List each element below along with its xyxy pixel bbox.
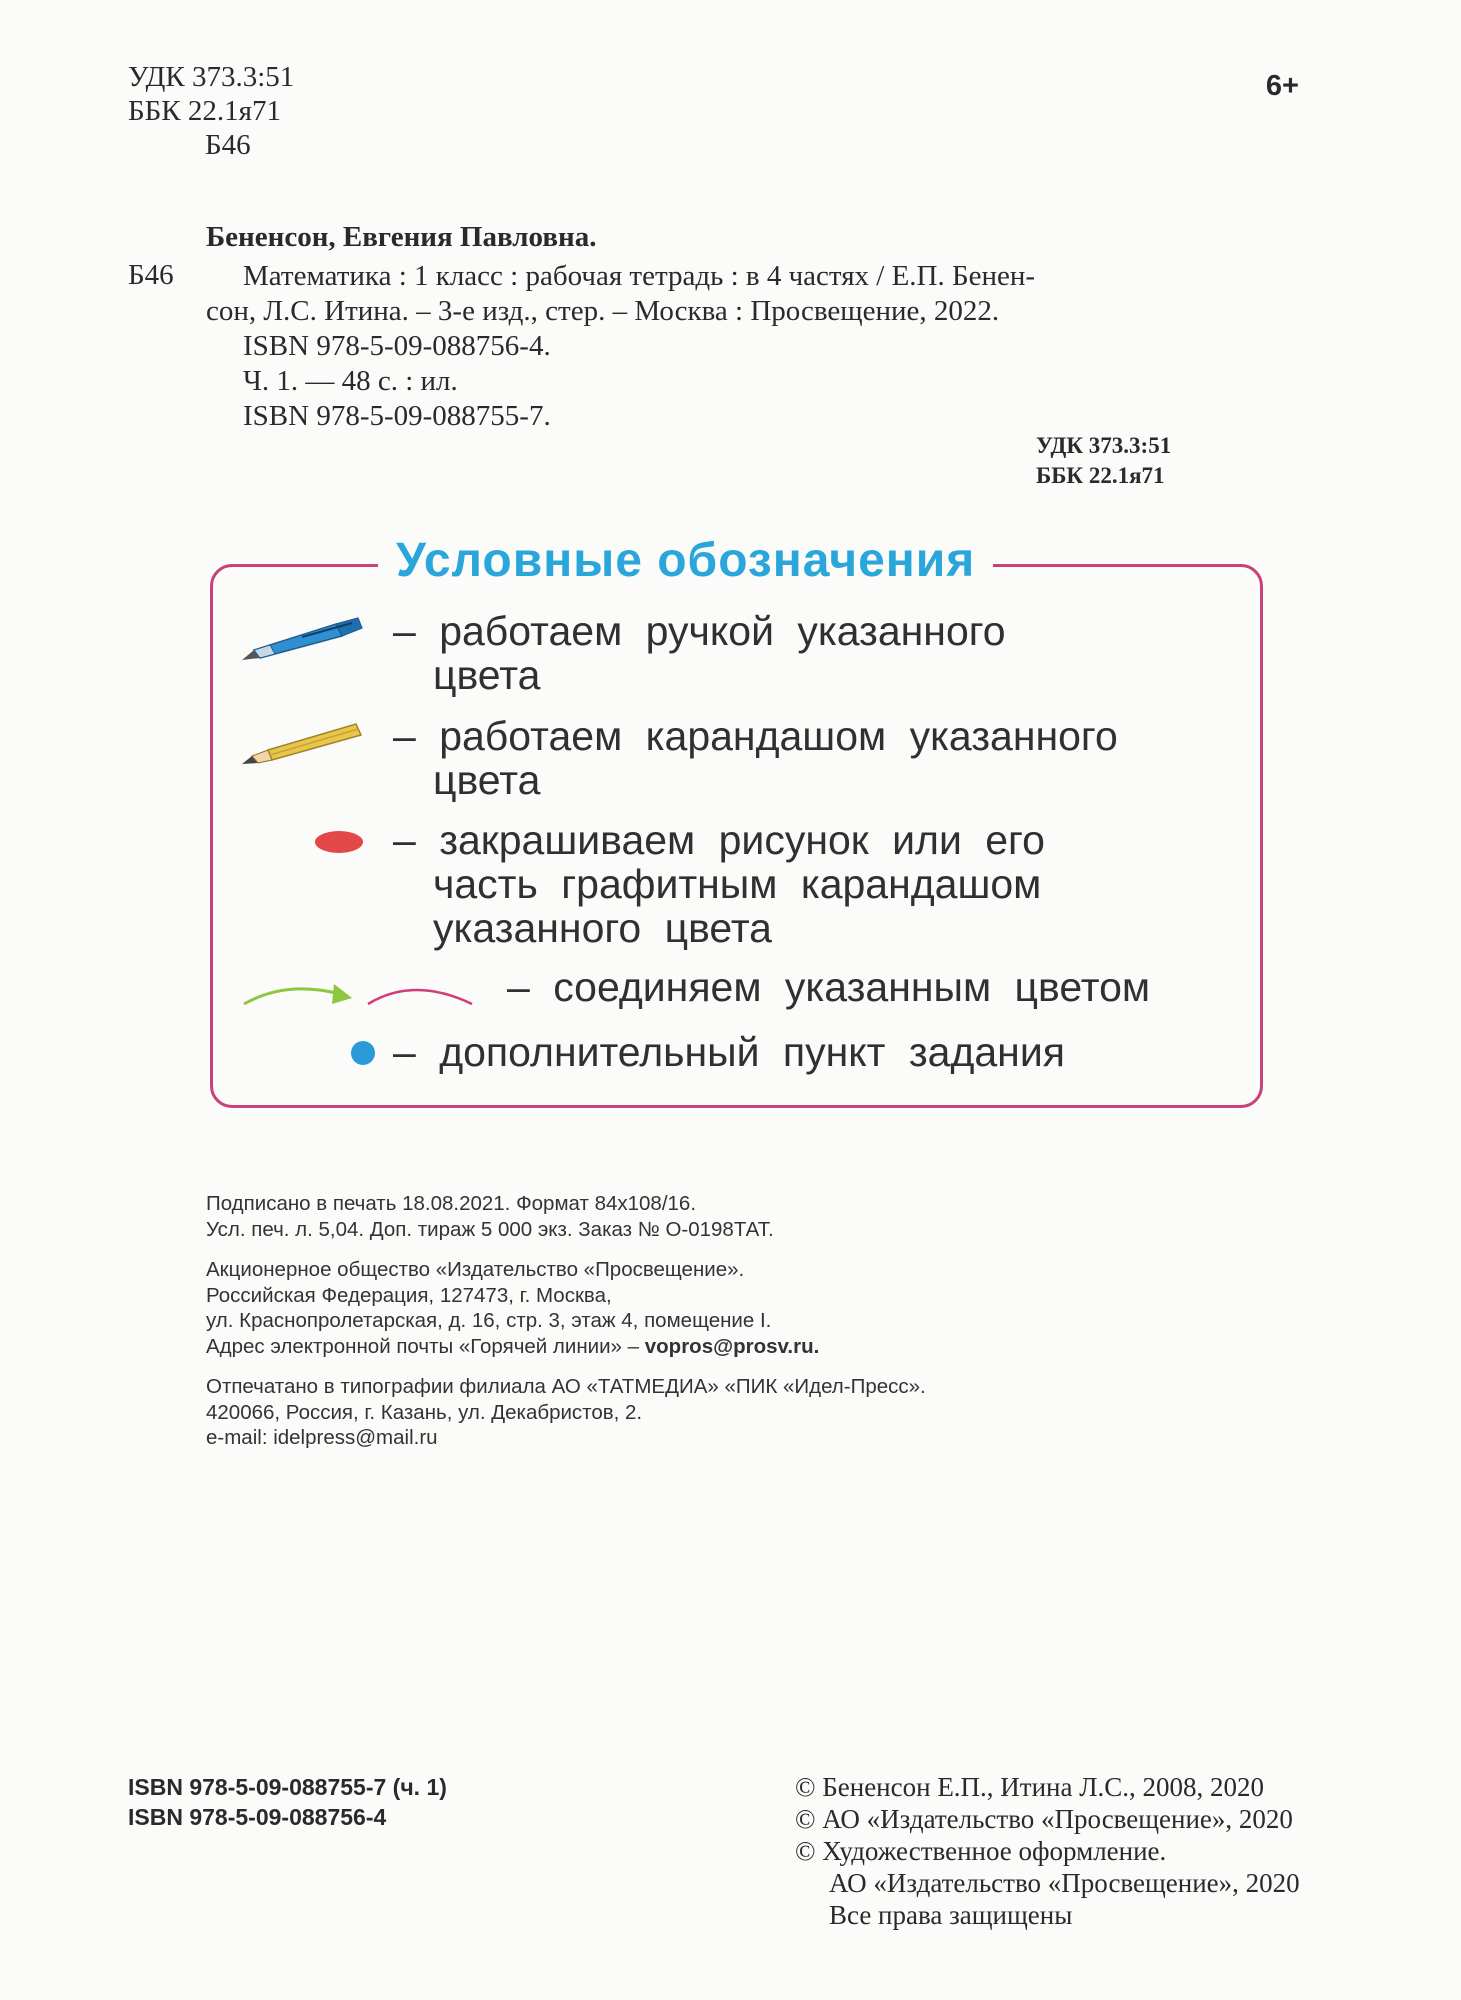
- legend-item-pen: [393, 609, 1006, 697]
- catalog-description: [206, 259, 1036, 434]
- printer-info: [206, 1374, 926, 1451]
- isbn-line: ISBN 978-5-09-088755-7 (ч. 1): [128, 1774, 447, 1800]
- catalog-udk: УДК 373.3:51: [1036, 433, 1172, 458]
- catalog-line: сон, Л.С. Итина. – 3-е изд., стер. – Москва : Просвещение, 2022.: [206, 295, 1000, 327]
- legend-item-pencil: [393, 714, 1118, 802]
- copyright-line: © Бененсон Е.П., Итина Л.С., 2008, 2020: [795, 1772, 1265, 1802]
- legend-item-extra: [393, 1030, 1065, 1074]
- age-rating-badge: 6+: [1265, 70, 1299, 102]
- legend-item-text: – соединяем указанным цветом: [507, 964, 1151, 1010]
- catalog-line: Математика : 1 класс : рабочая тетрадь : в 4 частях / Е.П. Бенен-: [243, 260, 1036, 292]
- legend-item-text: – работаем ручкой указанного: [393, 608, 1006, 654]
- catalog-classification: [1036, 431, 1171, 491]
- catalog-line: ISBN 978-5-09-088756-4.: [243, 330, 551, 362]
- udk-block: [128, 60, 294, 162]
- catalog-author: Бененсон, Евгения Павловна.: [206, 221, 597, 253]
- udk-code: УДК 373.3:51: [128, 61, 295, 93]
- catalog-line: Ч. 1. — 48 с. : ил.: [243, 365, 458, 397]
- blue-dot-icon: [349, 1039, 377, 1072]
- copyright-line: © Художественное оформление.: [795, 1836, 1167, 1866]
- legend-item-oval: [393, 818, 1045, 950]
- printer-email[interactable]: e-mail: idelpress@mail.ru: [206, 1426, 438, 1449]
- copyright-line: АО «Издательство «Просвещение», 2020: [829, 1868, 1300, 1898]
- legend-item-text: цвета: [433, 652, 541, 698]
- legend-item-connect: [507, 965, 1150, 1009]
- bbk-code: ББК 22.1я71: [128, 95, 281, 127]
- imprint-line: Российская Федерация, 127473, г. Москва,: [206, 1283, 612, 1307]
- imprint-line: Отпечатано в типографии филиала АО «ТАТМЕДИА» «ПИК «Идел-Пресс».: [206, 1375, 926, 1398]
- imprint-line: Акционерное общество «Издательство «Просвещение».: [206, 1258, 745, 1281]
- imprint-line: ул. Краснопролетарская, д. 16, стр. 3, этаж 4, помещение I.: [206, 1309, 772, 1332]
- legend-item-text: – работаем карандашом указанного: [393, 713, 1118, 759]
- pencil-icon: [240, 718, 365, 773]
- legend-item-text: часть графитным карандашом: [433, 861, 1042, 907]
- copyright-line: Все права защищены: [829, 1900, 1073, 1930]
- imprint-line: Подписано в печать 18.08.2021. Формат 84х108/16.: [206, 1192, 697, 1215]
- connect-arrows-icon: [240, 970, 480, 1019]
- red-oval-icon: [313, 829, 365, 860]
- legend-item-text: – закрашиваем рисунок или его: [393, 817, 1045, 863]
- legend-item-text: – дополнительный пункт задания: [393, 1029, 1065, 1075]
- publisher-info: [206, 1257, 819, 1359]
- hotline-email[interactable]: vopros@prosv.ru.: [644, 1334, 820, 1358]
- hotline-email-label: Адрес электронной почты «Горячей линии» –: [206, 1334, 645, 1358]
- isbn-block: [128, 1772, 447, 1832]
- imprint-line: Усл. печ. л. 5,04. Доп. тираж 5 000 экз. Заказ № О-0198ТАТ.: [206, 1217, 774, 1241]
- copyright-block: [795, 1771, 1300, 1931]
- print-info: [206, 1191, 774, 1242]
- author-mark: Б46: [205, 129, 251, 161]
- imprint-line: 420066, Россия, г. Казань, ул. Декабристов, 2.: [206, 1400, 643, 1424]
- legend-item-text: указанного цвета: [433, 905, 772, 951]
- pen-icon: [240, 614, 365, 669]
- legend-title: Условные обозначения: [378, 533, 993, 588]
- hotline-email-line: [206, 1334, 819, 1360]
- legend-item-text: цвета: [433, 757, 541, 803]
- catalog-line: ISBN 978-5-09-088755-7.: [243, 400, 551, 432]
- catalog-bbk: ББК 22.1я71: [1036, 463, 1165, 488]
- copyright-line: © АО «Издательство «Просвещение», 2020: [795, 1804, 1293, 1834]
- catalog-code: Б46: [128, 259, 174, 291]
- isbn-line: ISBN 978-5-09-088756-4: [128, 1804, 387, 1830]
